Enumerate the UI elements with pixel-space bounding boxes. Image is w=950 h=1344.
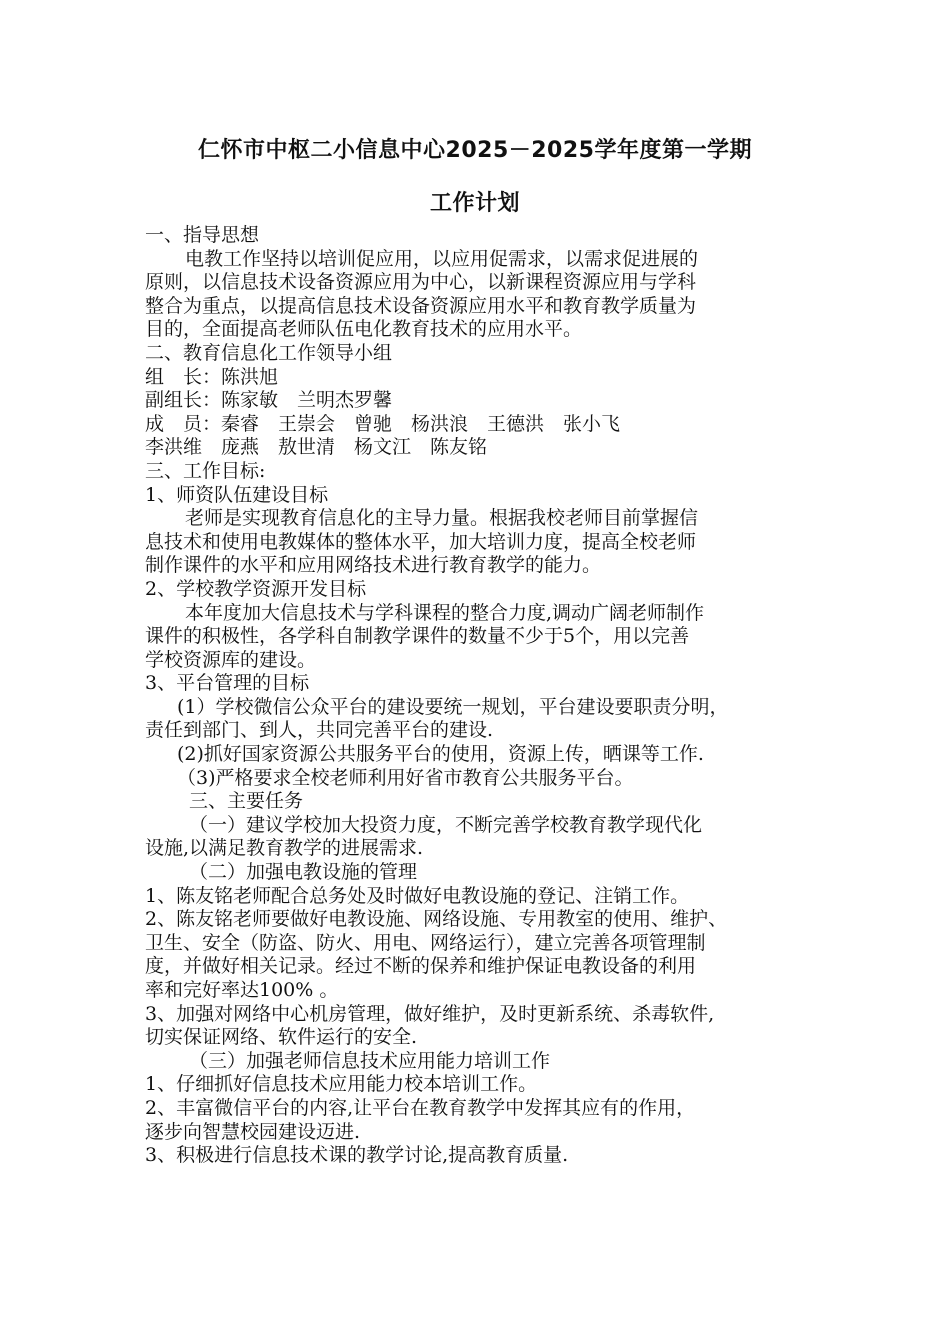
text-line: （三）加强老师信息技术应用能力培训工作 [189,1049,551,1072]
text-line: 设施,以满足教育教学的进展需求. [145,837,424,860]
text-line: 3、加强对网络中心机房管理，做好维护，及时更新系统、杀毒软件, [145,1002,715,1025]
text-line: 3、平台管理的目标 [145,672,310,695]
text-line: 副组长：陈家敏 兰明杰罗馨 [145,389,393,412]
text-line: 目的，全面提高老师队伍电化教育技术的应用水平。 [145,318,583,341]
text-line: 制作课件的水平和应用网络技术进行教育教学的能力。 [145,554,602,577]
text-line: 息技术和使用电教媒体的整体水平，加大培训力度，提高全校老师 [145,530,697,553]
text-line: 三、主要任务 [189,790,304,813]
text-line: 一、指导思想 [145,224,260,246]
text-line: （3)严格要求全校老师利用好省市教育公共服务平台。 [177,766,634,789]
text-line: 2、丰富微信平台的内容,让平台在教育教学中发挥其应有的作用， [145,1096,696,1119]
text-line: 责任到部门、到人，共同完善平台的建设. [145,719,494,742]
document-body [145,224,825,1168]
text-line: 组 长：陈洪旭 [145,365,279,388]
text-line: 2、陈友铭老师要做好电教设施、网络设施、专用教室的使用、维护、 [145,908,728,931]
text-line: 3、积极进行信息技术课的教学讨论,提高教育质量. [145,1144,569,1167]
text-line: 卫生、安全（防盗、防火、用电、网络运行），建立完善各项管理制 [145,931,706,954]
text-line: 成 员：秦睿 王崇会 曾驰 杨洪浪 王德洪 张小飞 [145,412,621,435]
text-line: 切实保证网络、软件运行的安全. [145,1026,418,1049]
text-line: 课件的积极性，各学科自制教学课件的数量不少于5个，用以完善 [145,625,690,648]
text-line: 李洪维 庞燕 敖世清 杨文江 陈友铭 [145,436,488,459]
text-line: 1、仔细抓好信息技术应用能力校本培训工作。 [145,1073,538,1096]
text-line: 率和完好率达100% 。 [145,979,339,1001]
text-line: 逐步向智慧校园建设迈进. [145,1120,361,1143]
text-line: (1）学校微信公众平台的建设要统一规划，平台建设要职责分明， [177,695,729,718]
text-line: 度，并做好相关记录。经过不断的保养和维护保证电教设备的利用 [145,955,697,978]
text-line: 三、工作目标: [145,459,266,482]
text-line: 电教工作坚持以培训促应用，以应用促需求，以需求促进展的 [185,247,699,270]
document-title-line-1: 仁怀市中枢二小信息中心2025－2025学年度第一学期 [198,138,752,163]
text-line: （一）建议学校加大投资力度，不断完善学校教育教学现代化 [189,813,703,836]
text-line: 老师是实现教育信息化的主导力量。根据我校老师目前掌握信 [185,507,699,530]
document-title-line-2: 工作计划 [429,191,520,216]
text-line: 1、师资队伍建设目标 [145,483,329,506]
text-line: 二、教育信息化工作领导小组 [145,341,393,364]
text-line: 本年度加大信息技术与学科课程的整合力度,调动广阔老师制作 [185,601,705,624]
text-line: 学校资源库的建设。 [145,648,317,671]
text-line: 整合为重点，以提高信息技术设备资源应用水平和教育教学质量为 [145,294,697,317]
text-line: 1、陈友铭老师配合总务处及时做好电教设施的登记、注销工作。 [145,884,690,907]
text-line: （二）加强电教设施的管理 [189,861,418,884]
text-line: 原则，以信息技术设备资源应用为中心，以新课程资源应用与学科 [145,271,697,294]
text-line: (2)抓好国家资源公共服务平台的使用，资源上传，晒课等工作. [177,743,704,766]
text-line: 2、学校教学资源开发目标 [145,577,367,600]
